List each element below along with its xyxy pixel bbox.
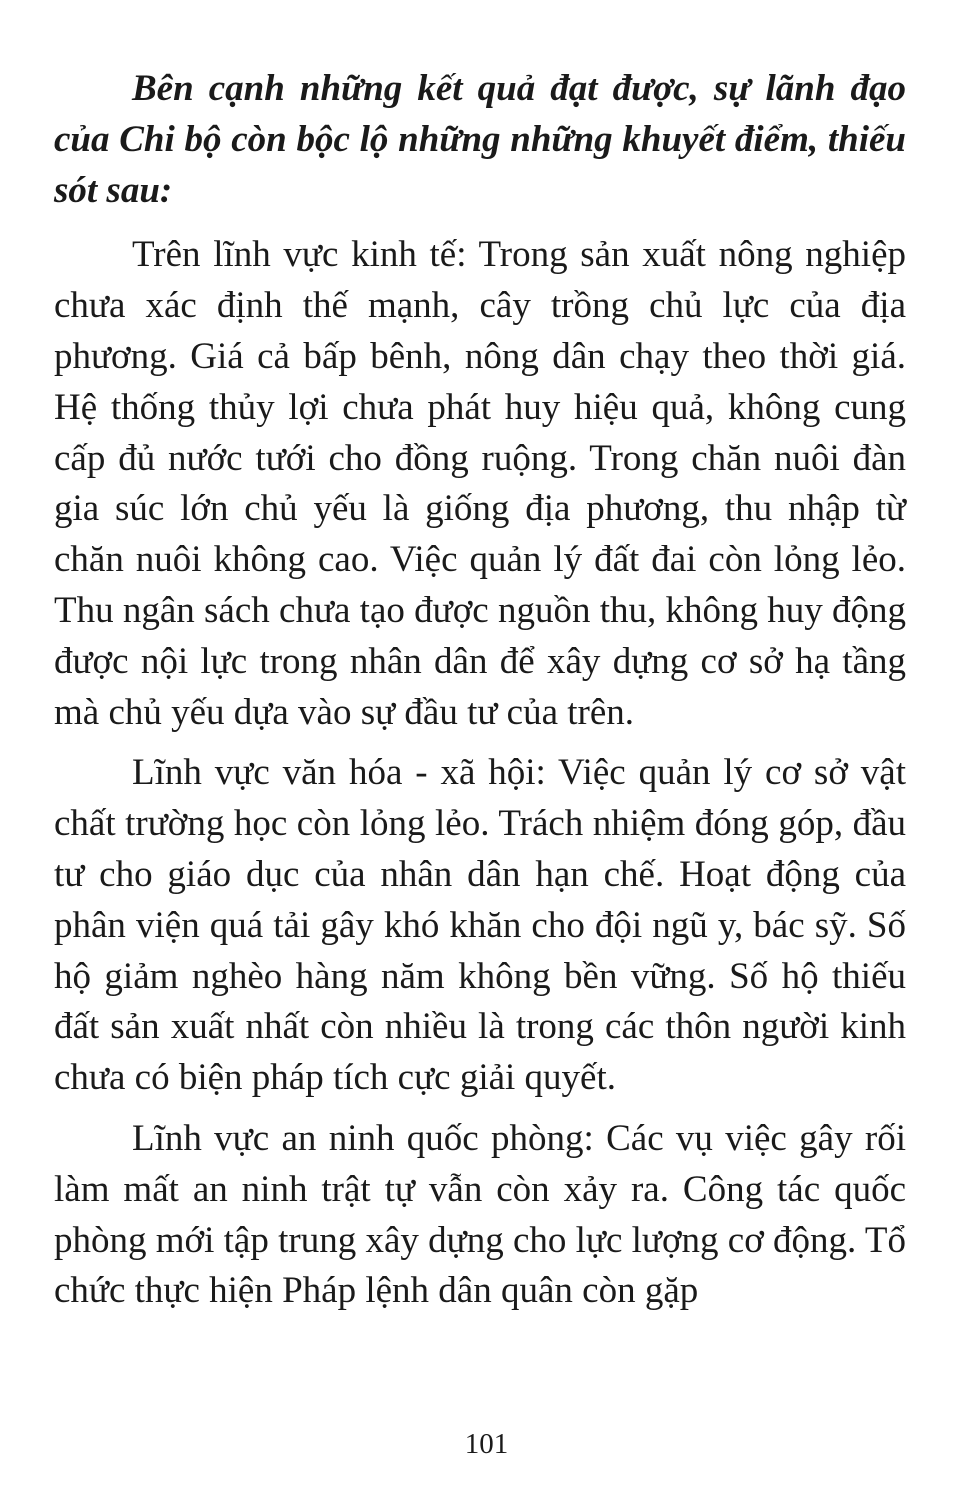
section-heading: Bên cạnh những kết quả đạt được, sự lãnh đạo của Chi bộ còn bộc lộ những những khuyết điểm, thiếu sót sau: (54, 68, 906, 211)
paragraph-economy: Trên lĩnh vực kinh tế: Trong sản xuất nông nghiệp chưa xác định thế mạnh, cây trồng chủ lực của địa phương. Giá cả bấp bênh, nông dân chạy theo thời giá. Hệ thống thủy lợi chưa phát huy hiệu quả, không cung cấp đủ nước tưới cho đồng ruộng. Trong chăn nuôi đàn gia súc lớn chủ yếu là giống địa phương, thu nhập từ chăn nuôi không cao. Việc quản lý đất đai còn lỏng lẻo. Thu ngân sách chưa tạo được nguồn thu, không huy động được nội lực trong nhân dân để xây dựng cơ sở hạ tầng mà chủ yếu dựa vào sự đầu tư của trên. (54, 234, 906, 733)
paragraph-culture-society: Lĩnh vực văn hóa - xã hội: Việc quản lý cơ sở vật chất trường học còn lỏng lẻo. Trách nhiệm đóng góp, đầu tư cho giáo dục của nhân dân hạn chế. Hoạt động của phân viện quá tải gây khó khăn cho đội ngũ y, bác sỹ. Số hộ giảm nghèo hàng năm không bền vững. Số hộ thiếu đất sản xuất nhất còn nhiều là trong các thôn người kinh chưa có biện pháp tích cực giải quyết. (54, 752, 906, 1099)
page-number: 101 (464, 1428, 509, 1460)
page-body (54, 64, 906, 1317)
paragraph-security-defense: Lĩnh vực an ninh quốc phòng: Các vụ việc gây rối làm mất an ninh trật tự vẫn còn xảy ra. Công tác quốc phòng mới tập trung xây dựng cho lực lượng cơ động. Tổ chức thực hiện Pháp lệnh dân quân còn gặp (54, 1117, 906, 1312)
